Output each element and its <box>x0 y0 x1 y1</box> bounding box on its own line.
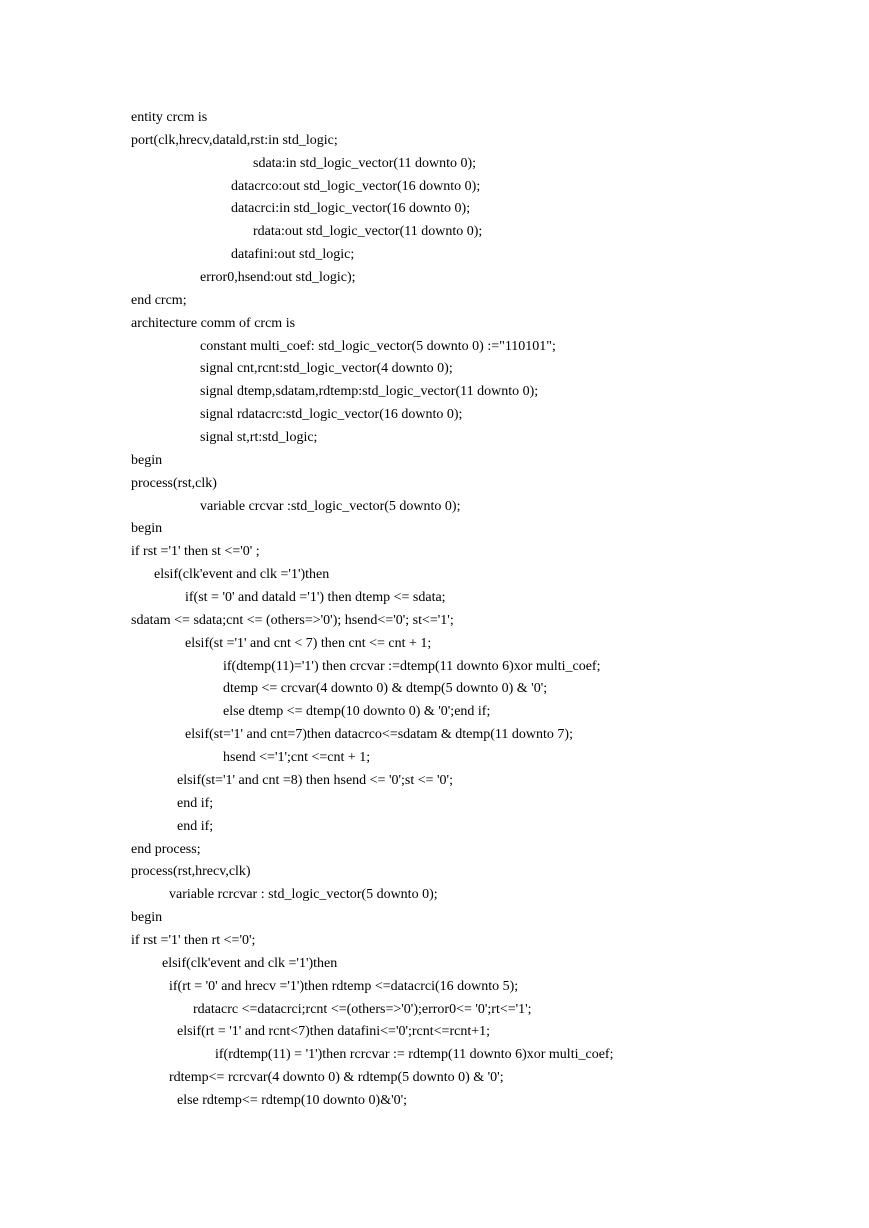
code-line: signal cnt,rcnt:std_logic_vector(4 downto 0); <box>200 361 453 377</box>
code-line: begin <box>131 910 163 926</box>
code-line: hsend <='1';cnt <=cnt + 1; <box>223 750 371 766</box>
code-line: end if; <box>177 818 214 834</box>
code-line: elsif(clk'event and clk ='1')then <box>162 955 338 971</box>
code-line: end if; <box>177 795 214 811</box>
code-line: if(st = '0' and datald ='1') then dtemp <= sdata; <box>185 590 446 606</box>
code-line: signal rdatacrc:std_logic_vector(16 downto 0); <box>200 407 463 423</box>
code-line: if(rdtemp(11) = '1')then rcrcvar := rdtemp(11 downto 6)xor multi_coef; <box>215 1047 614 1063</box>
code-line: if rst ='1' then rt <='0'; <box>131 932 256 948</box>
code-line: rdatacrc <=datacrci;rcnt <=(others=>'0');error0<= '0';rt<='1'; <box>193 1001 532 1017</box>
code-line: end crcm; <box>131 292 187 308</box>
code-line: datafini:out std_logic; <box>231 247 355 263</box>
code-line: sdata:in std_logic_vector(11 downto 0); <box>253 155 477 171</box>
code-line: if(rt = '0' and hrecv ='1')then rdtemp <=datacrci(16 downto 5); <box>169 978 519 994</box>
code-line: port(clk,hrecv,datald,rst:in std_logic; <box>131 132 338 148</box>
code-line: datacrci:in std_logic_vector(16 downto 0); <box>231 201 471 217</box>
code-line: signal dtemp,sdatam,rdtemp:std_logic_vector(11 downto 0); <box>200 384 539 400</box>
code-line: if(dtemp(11)='1') then crcvar :=dtemp(11 downto 6)xor multi_coef; <box>223 658 601 674</box>
code-line: dtemp <= crcvar(4 downto 0) & dtemp(5 downto 0) & '0'; <box>223 681 548 697</box>
code-line: elsif(rt = '1' and rcnt<7)then datafini<='0';rcnt<=rcnt+1; <box>177 1024 490 1040</box>
code-line: end process; <box>131 841 201 857</box>
code-line: variable rcrcvar : std_logic_vector(5 downto 0); <box>169 887 438 903</box>
code-line: if rst ='1' then st <='0' ; <box>131 544 260 560</box>
code-line: elsif(clk'event and clk ='1')then <box>154 567 330 583</box>
code-line: entity crcm is <box>131 110 208 125</box>
code-line: architecture comm of crcm is <box>131 315 296 331</box>
code-line: begin <box>131 521 163 537</box>
code-line: else rdtemp<= rdtemp(10 downto 0)&'0'; <box>177 1092 408 1108</box>
code-line: elsif(st='1' and cnt=7)then datacrco<=sdatam & dtemp(11 downto 7); <box>185 727 573 743</box>
code-line: begin <box>131 452 163 468</box>
code-line: error0,hsend:out std_logic); <box>200 270 356 286</box>
code-line: sdatam <= sdata;cnt <= (others=>'0'); hsend<='0'; st<='1'; <box>131 612 454 628</box>
vhdl-code-listing <box>131 107 613 1113</box>
code-line: signal st,rt:std_logic; <box>200 430 318 446</box>
code-line: datacrco:out std_logic_vector(16 downto 0); <box>231 178 481 194</box>
code-line: elsif(st='1' and cnt =8) then hsend <= '0';st <= '0'; <box>177 772 453 788</box>
code-line: rdata:out std_logic_vector(11 downto 0); <box>253 224 483 240</box>
code-line: else dtemp <= dtemp(10 downto 0) & '0';end if; <box>223 704 491 720</box>
code-line: rdtemp<= rcrcvar(4 downto 0) & rdtemp(5 downto 0) & '0'; <box>169 1070 504 1086</box>
code-line: process(rst,clk) <box>131 475 217 491</box>
code-line: variable crcvar :std_logic_vector(5 downto 0); <box>200 498 461 514</box>
code-line: process(rst,hrecv,clk) <box>131 864 251 880</box>
code-line: elsif(st ='1' and cnt < 7) then cnt <= cnt + 1; <box>185 635 432 651</box>
code-line: constant multi_coef: std_logic_vector(5 downto 0) :="110101"; <box>200 338 556 354</box>
